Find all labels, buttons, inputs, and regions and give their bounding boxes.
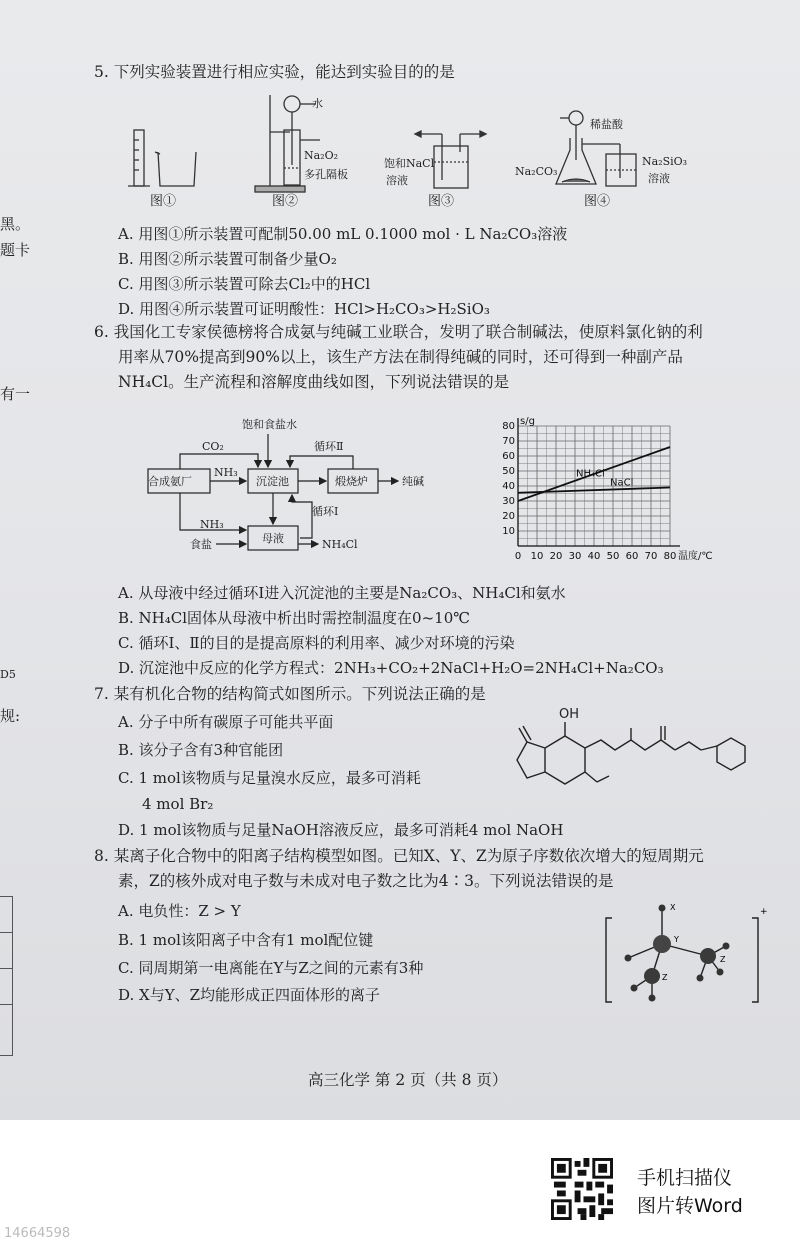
chart-series-label: NH₄Cl [576, 468, 605, 480]
flow-box-calciner-label: 煅烧炉 [335, 475, 368, 488]
fig2-label-na2o2: Na₂O₂ [304, 149, 339, 162]
margin-fragment: 题卡 [0, 241, 31, 259]
flow-label-brine: 饱和食盐水 [242, 418, 297, 431]
fig4-label-na2co3: Na₂CO₃ [515, 165, 558, 178]
fig2-caption: 图② [272, 194, 299, 209]
q7-option-b: B. 该分子含有3种官能团 [118, 741, 284, 759]
fig4-label-na2sio3: Na₂SiO₃ [642, 155, 688, 168]
margin-line [0, 932, 12, 933]
model-charge: + [760, 907, 768, 917]
qr-code-icon [551, 1158, 613, 1220]
chart-x-tick-label: 10 [530, 551, 544, 562]
q8-option-c: C. 同周期第一电离能在Y与Z之间的元素有3种 [118, 959, 424, 977]
q7-stem: 7. 某有机化合物的结构简式如图所示。下列说法正确的是 [94, 685, 486, 703]
q6-option-c: C. 循环Ⅰ、Ⅱ的目的是提高原料的利用率、减少对环境的污染 [118, 634, 515, 652]
flow-label-co2: CO₂ [202, 440, 224, 453]
chart-y-axis-label: s/g [520, 416, 535, 427]
chart-y-tick-label: 30 [502, 496, 515, 507]
chart-y-tick-label: 40 [502, 481, 515, 492]
chart-x-tick-label: 30 [568, 551, 582, 562]
flow-label-salt: 食盐 [190, 538, 212, 551]
chart-x-tick-label: 80 [663, 551, 677, 562]
model-label-y: Y [674, 935, 679, 944]
margin-box [0, 896, 13, 1056]
q7-option-c: C. 1 mol该物质与足量溴水反应，最多可消耗 [118, 769, 421, 787]
q7-option-d: D. 1 mol该物质与足量NaOH溶液反应，最多可消耗4 mol NaOH [118, 821, 564, 839]
q6-option-b: B. NH₄Cl固体从母液中析出时需控制温度在0~10℃ [118, 609, 471, 627]
flow-box-ammonia-plant-label: 合成氨厂 [148, 475, 192, 488]
q6-option-d: D. 沉淀池中反应的化学方程式：2NH₃+CO₂+2NaCl+H₂O=2NH₄Cl+Na₂CO₃ [118, 659, 664, 677]
fig4-caption: 图④ [584, 194, 611, 209]
chart-y-tick-label: 10 [502, 526, 515, 537]
chart-x-tick-label: 0 [514, 551, 522, 562]
model-label-x: X [670, 903, 676, 912]
brand-line1: 手机扫描仪 [637, 1167, 733, 1189]
flow-box-precipitation-tank-label: 沉淀池 [256, 475, 289, 488]
q5-option-d: D. 用图④所示装置可证明酸性：HCl>H₂CO₃>H₂SiO₃ [118, 300, 490, 318]
margin-fragment: 黑。 [0, 215, 31, 233]
fig3-caption: 图③ [428, 194, 455, 209]
fig4-label-solution: 溶液 [648, 172, 670, 185]
flow-box-mother-liquor-label: 母液 [262, 532, 284, 545]
chart-x-tick-label: 70 [644, 551, 658, 562]
solubility-chart [490, 412, 730, 568]
q5-stem: 5. 下列实验装置进行相应实验，能达到实验目的的是 [94, 63, 455, 81]
flow-label-cycle2: 循环Ⅱ [314, 440, 344, 453]
fig1-apparatus [128, 130, 196, 186]
document-code: 14664598 [4, 1226, 71, 1241]
chart-y-tick-label: 50 [502, 466, 515, 477]
margin-fragment: 规: [0, 707, 21, 725]
chart-y-tick-label: 60 [502, 451, 515, 462]
q5-option-b: B. 用图②所示装置可制备少量O₂ [118, 250, 337, 268]
flow-label-nh3-top: NH₃ [214, 466, 238, 479]
chart-x-tick-label: 40 [587, 551, 601, 562]
model-label-z2: Z [662, 973, 668, 982]
q6-stem-line3: NH₄Cl。生产流程和溶解度曲线如图，下列说法错误的是 [118, 373, 510, 391]
margin-fragment: D5 [0, 668, 16, 681]
q7-structure-formula [505, 706, 755, 806]
flow-label-soda: 纯碱 [402, 475, 424, 488]
q8-stem-line2: 素，Z的核外成对电子数与未成对电子数之比为4∶3。下列说法错误的是 [118, 872, 614, 890]
chart-series-label: NaCl [610, 477, 634, 489]
chart-y-tick-label: 70 [502, 436, 515, 447]
q6-option-a: A. 从母液中经过循环Ⅰ进入沉淀池的主要是Na₂CO₃、NH₄Cl和氨水 [118, 584, 566, 602]
q6-stem-line2: 用率从70%提高到90%以上，该生产方法在制得纯碱的同时，还可得到一种副产品 [118, 348, 683, 366]
chart-x-tick-label: 20 [549, 551, 563, 562]
chart-x-axis-label: 温度/℃ [678, 551, 713, 562]
chart-y-tick-label: 20 [502, 511, 515, 522]
chart-y-tick-label: 80 [502, 421, 515, 432]
flow-label-cycle1: 循环Ⅰ [312, 505, 339, 518]
q7-option-a: A. 分子中所有碳原子可能共平面 [118, 713, 334, 731]
brand-line2: 图片转Word [637, 1195, 743, 1217]
flow-label-nh3-bottom: NH₃ [200, 518, 224, 531]
q8-stem-line1: 8. 某离子化合物中的阳离子结构模型如图。已知X、Y、Z为原子序数依次增大的短周期元 [94, 847, 704, 865]
margin-line [0, 968, 12, 969]
chart-x-tick-label: 60 [625, 551, 639, 562]
q8-cation-model [600, 896, 770, 1012]
margin-line [0, 1004, 12, 1005]
q7-option-c-cont: 4 mol Br₂ [142, 795, 214, 813]
margin-fragment: 有一 [0, 385, 31, 403]
q5-option-a: A. 用图①所示装置可配制50.00 mL 0.1000 mol · L Na₂CO₃溶液 [118, 225, 568, 243]
fig2-label-water: 水 [312, 97, 323, 110]
fig3-label-solution: 溶液 [386, 174, 408, 187]
q8-option-a: A. 电负性：Z > Y [118, 902, 241, 920]
q8-option-b: B. 1 mol该阳离子中含有1 mol配位键 [118, 931, 374, 949]
fig2-label-porous-plate: 多孔隔板 [304, 168, 348, 181]
page-footer: 高三化学 第 2 页（共 8 页） [308, 1071, 508, 1089]
q7-struct-oh-label: OH [559, 707, 580, 722]
flow-label-nh4cl: NH₄Cl [322, 538, 358, 551]
fig4-label-hcl: 稀盐酸 [590, 118, 623, 131]
fig3-label-nacl: 饱和NaCl [384, 157, 435, 170]
q6-stem-line1: 6. 我国化工专家侯德榜将合成氨与纯碱工业联合，发明了联合制碱法，使原料氯化钠的利 [94, 323, 703, 341]
model-label-z: Z [720, 955, 726, 964]
fig1-caption: 图① [150, 194, 177, 209]
chart-x-tick-label: 50 [606, 551, 620, 562]
q8-option-d: D. X与Y、Z均能形成正四面体形的离子 [118, 986, 381, 1004]
q5-option-c: C. 用图③所示装置可除去Cl₂中的HCl [118, 275, 371, 293]
